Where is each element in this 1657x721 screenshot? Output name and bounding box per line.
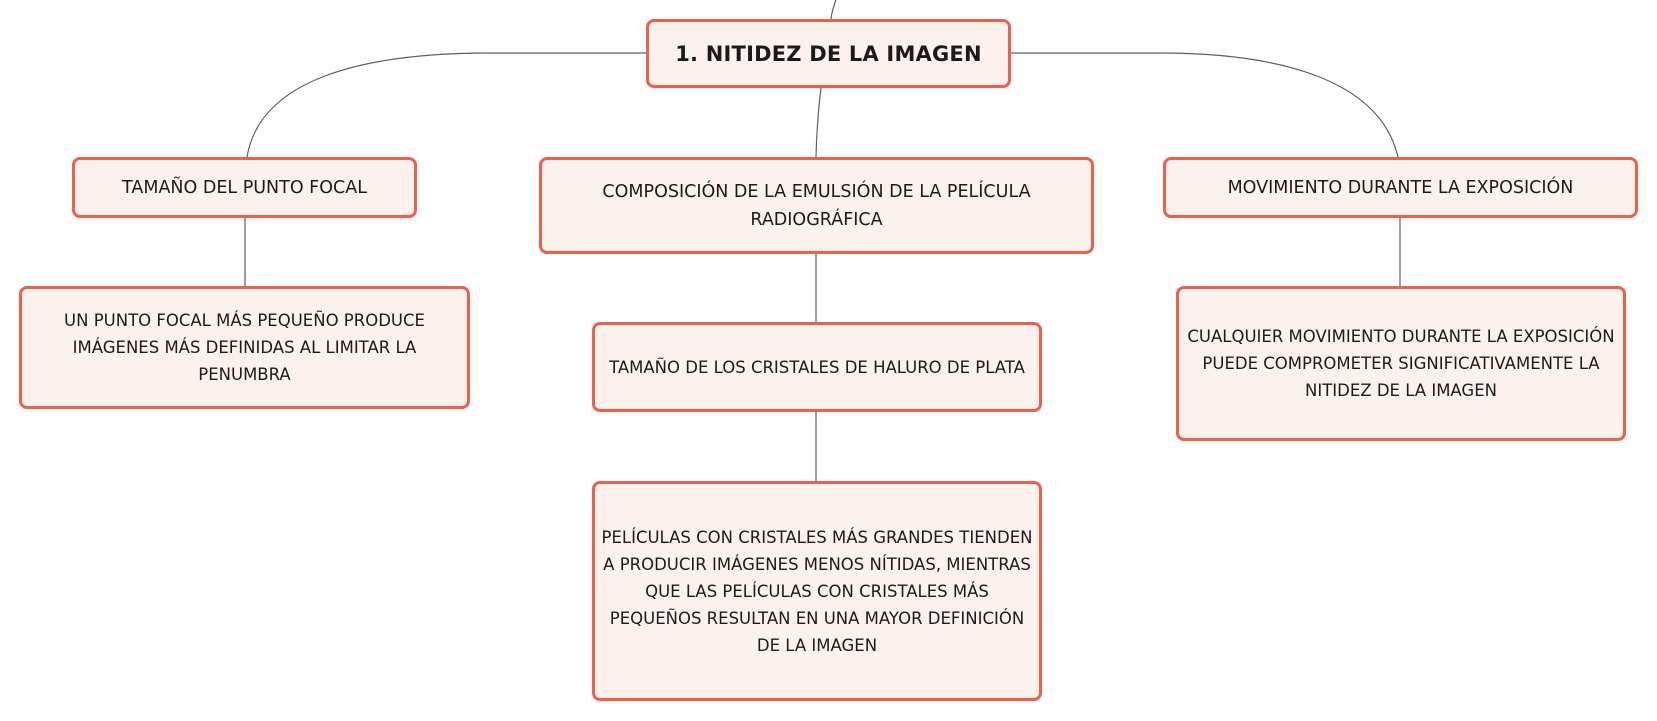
subtopic-node-cristales[interactable]: TAMAÑO DE LOS CRISTALES DE HALURO DE PLATA [592, 322, 1042, 412]
detail-node-cristales[interactable]: PELÍCULAS CON CRISTALES MÁS GRANDES TIENDEN A PRODUCIR IMÁGENES MENOS NÍTIDAS, MIENTRAS QUE LAS PELÍCULAS CON CRISTALES MÁS PEQUEÑOS RESULTAN EN UNA MAYOR DEFINICIÓN DE LA IMAGEN [592, 481, 1042, 701]
root-node[interactable]: 1. NITIDEZ DE LA IMAGEN [646, 19, 1011, 88]
connector-from-parent [831, 0, 836, 19]
detail-node-punto-focal[interactable]: UN PUNTO FOCAL MÁS PEQUEÑO PRODUCE IMÁGENES MÁS DEFINIDAS AL LIMITAR LA PENUMBRA [19, 286, 470, 409]
connector-root-to-movimiento [1011, 53, 1398, 157]
branch-node-movimiento[interactable]: MOVIMIENTO DURANTE LA EXPOSICIÓN [1163, 157, 1638, 218]
branch-node-emulsion[interactable]: COMPOSICIÓN DE LA EMULSIÓN DE LA PELÍCULA RADIOGRÁFICA [539, 157, 1094, 254]
branch-node-punto-focal[interactable]: TAMAÑO DEL PUNTO FOCAL [72, 157, 417, 218]
detail-node-movimiento[interactable]: CUALQUIER MOVIMIENTO DURANTE LA EXPOSICIÓN PUEDE COMPROMETER SIGNIFICATIVAMENTE LA NITIDEZ DE LA IMAGEN [1176, 286, 1626, 441]
connector-root-to-punto-focal [247, 53, 646, 157]
connector-root-to-emulsion [816, 88, 821, 157]
